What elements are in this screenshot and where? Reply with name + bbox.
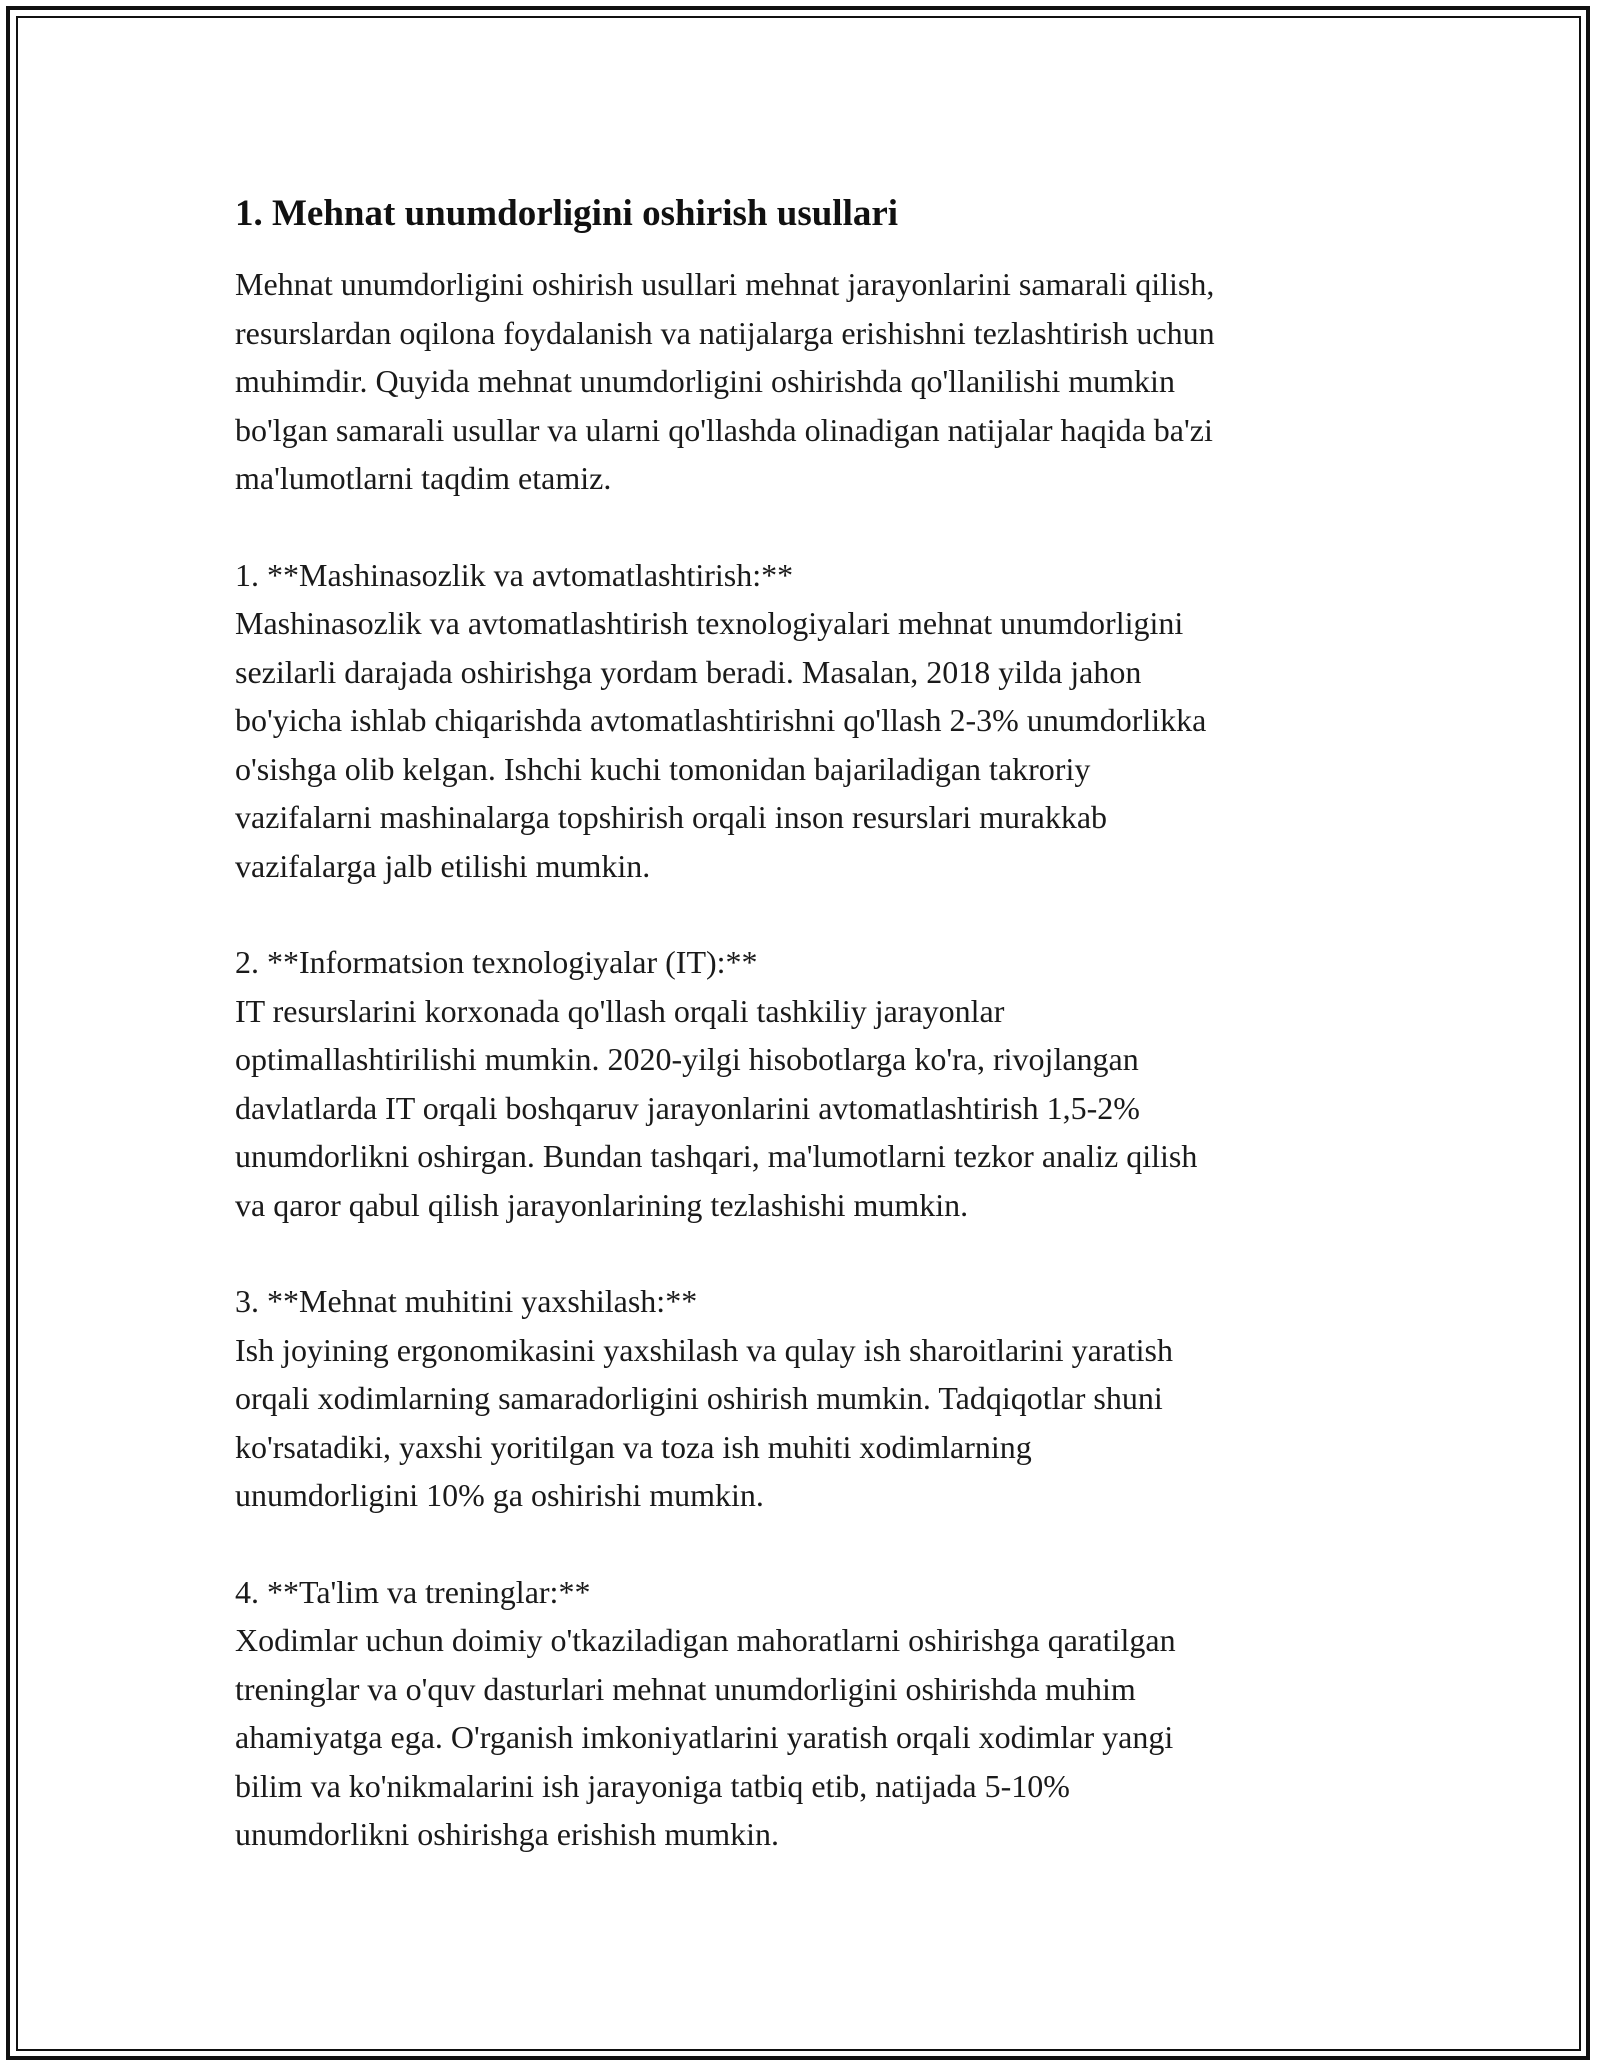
- section-it: [235, 938, 1375, 1229]
- section-heading: 4. **Ta'lim va treninglar:**: [235, 1573, 591, 1610]
- section-body: Xodimlar uchun doimiy o'tkaziladigan mahoratlarni oshirishga qaratilgan treninglar va o'quv dasturlari mehnat unumdorligini oshirishda muhim ahamiyatga ega. O'rganish imkoniyatlarini yaratish orqali xodimlar yangi bilim va ko'nikmalarini ish jarayoniga tatbiq etib, natijada 5-10% unumdorlikni oshirishga erishish mumkin.: [235, 1622, 1176, 1852]
- section-heading: 2. **Informatsion texnologiyalar (IT):**: [235, 944, 758, 980]
- section-automation: [235, 551, 1375, 891]
- section-body: Mashinasozlik va avtomatlashtirish texnologiyalari mehnat unumdorligini sezilarli darajada oshirishga yordam beradi. Masalan, 2018 yilda jahon bo'yicha ishlab chiqarishda avtomatlashtirishni qo'llash 2-3% unumdorlikka o'sishga olib kelgan. Ishchi kuchi tomonidan bajariladigan takroriy vazifalarni mashinalarga topshirish orqali inson resurslari murakkab vazifalarga jalb etilishi mumkin.: [235, 605, 1207, 884]
- section-heading: 1. **Mashinasozlik va avtomatlashtirish:**: [235, 556, 794, 593]
- section-body: IT resurslarini korxonada qo'llash orqali tashkiliy jarayonlar optimallashtirilishi mumkin. 2020-yilgi hisobotlarga ko'ra, rivojlangan davlatlarda IT orqali boshqaruv jarayonlarini avtomatlashtirish 1,5-2% unumdorlikni oshirgan. Bundan tashqari, ma'lumotlarni tezkor analiz qilish va qaror qabul qilish jarayonlarining tezlashishi mumkin.: [235, 992, 1198, 1223]
- section-training: [235, 1568, 1375, 1859]
- section-body: Ish joyining ergonomikasini yaxshilash va qulay ish sharoitlarini yaratish orqali xodimlarning samaradorligini oshirish mumkin. Tadqiqotlar shuni ko'rsatadiki, yaxshi yoritilgan va toza ish muhiti xodimlarning unumdorligini 10% ga oshirishi mumkin.: [235, 1331, 1173, 1513]
- document-title: 1. Mehnat unumdorligini oshirish usullari: [235, 193, 899, 234]
- intro-paragraph: Mehnat unumdorligini oshirish usullari mehnat jarayonlarini samarali qilish, resurslardan oqilona foydalanish va natijalarga erishishni tezlashtirish uchun muhimdir. Quyida mehnat unumdorligini oshirishda qo'llanilishi mumkin bo'lgan samarali usullar va ularni qo'llashda olinadigan natijalar haqida ba'zi ma'lumotlarni taqdim etamiz.: [235, 266, 1215, 496]
- document-content: [235, 188, 1375, 1907]
- section-heading: 3. **Mehnat muhitini yaxshilash:**: [235, 1283, 698, 1319]
- section-work-environment: [235, 1277, 1375, 1520]
